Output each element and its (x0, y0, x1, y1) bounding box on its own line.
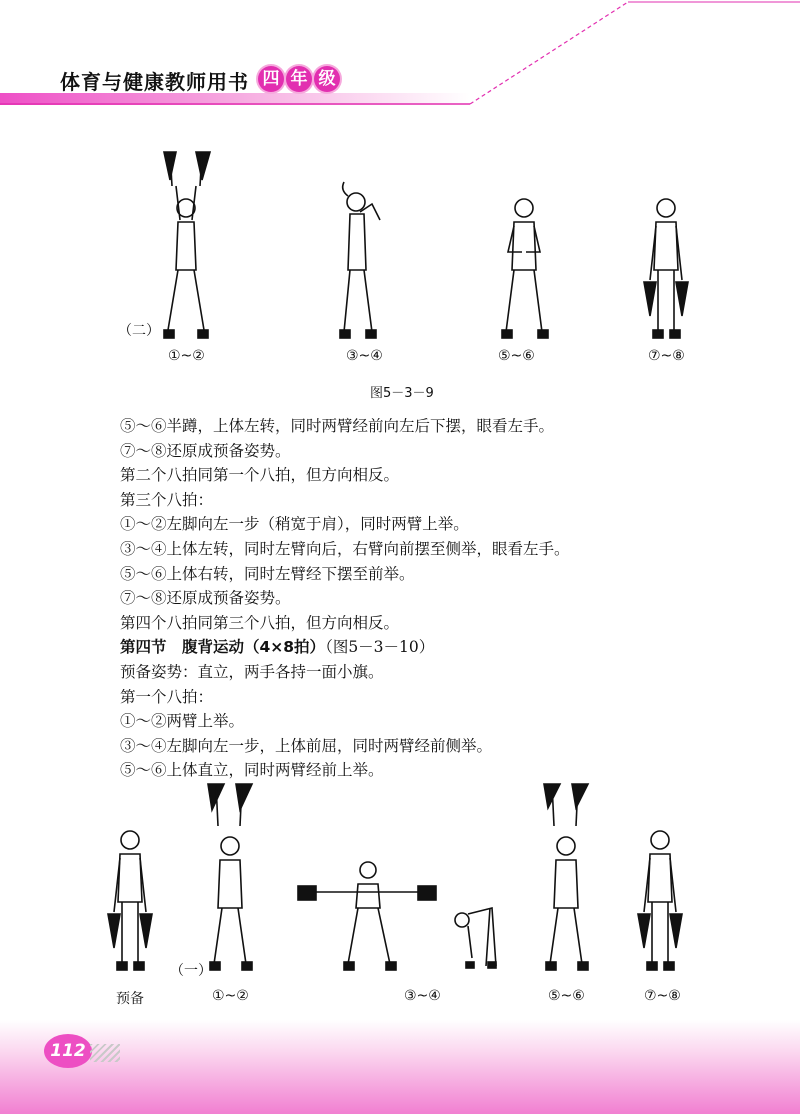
beat-label: ①~② (168, 348, 205, 364)
text-line: ①～②两臂上举。 (120, 712, 245, 731)
beat-label: ③~④ (404, 988, 441, 1004)
figure-standing-flags-down (644, 199, 688, 338)
grade-char: 级 (314, 66, 340, 92)
group-label: （二） (118, 323, 160, 339)
grade-char: 四 (258, 66, 284, 92)
figure-arms-up (544, 784, 588, 970)
figure-standing-flags-down (638, 831, 682, 970)
footer-hatch (90, 1044, 120, 1062)
figure-arms-front (502, 199, 548, 338)
header-decoration (0, 0, 800, 120)
figure-side-raise (298, 862, 436, 970)
beat-label: ⑦~⑧ (648, 348, 685, 364)
body-text (120, 414, 760, 783)
exercise-illustration (100, 780, 700, 980)
book-title: 体育与健康教师用书 (60, 70, 249, 94)
section-title: 第四节 腹背运动（4×8拍） (120, 638, 326, 657)
text-line: 预备姿势：直立，两手各持一面小旗。 (120, 662, 384, 681)
text-line: ③～④上体左转，同时左臂向后，右臂向前摆至侧举，眼看左手。 (120, 539, 570, 558)
figure-5-3-9 (110, 140, 710, 350)
grade-badge (258, 66, 340, 92)
beat-label: ①~② (212, 988, 249, 1004)
section-heading (120, 635, 760, 660)
text-line: 第一个八拍： (120, 687, 214, 706)
beat-label: ③~④ (346, 348, 383, 364)
figure-caption: 图5－3－9 (370, 386, 434, 401)
text-line: ⑤～⑥上体直立，同时两臂经前上举。 (120, 761, 384, 780)
text-line: ⑦～⑧还原成预备姿势。 (120, 441, 291, 460)
text-line: ⑦～⑧还原成预备姿势。 (120, 589, 291, 608)
text-line: 第三个八拍： (120, 490, 214, 509)
figure-prep (108, 831, 152, 970)
prep-label: 预备 (116, 991, 144, 1007)
figure-arms-up (208, 784, 252, 970)
text-line: ①～②左脚向左一步（稍宽于肩），同时两臂上举。 (120, 515, 469, 534)
group-label: （一） (170, 963, 212, 979)
figure-5-3-10 (100, 780, 700, 980)
exercise-illustration (110, 140, 710, 350)
section-ref: （图5－3－10） (325, 638, 435, 657)
beat-label: ⑤~⑥ (548, 988, 585, 1004)
page-number: 112 (44, 1034, 92, 1068)
text-line: ⑤～⑥上体右转，同时左臂经下摆至前举。 (120, 564, 415, 583)
text-line: 第二个八拍同第一个八拍，但方向相反。 (120, 466, 400, 485)
page-header (0, 0, 800, 120)
text-line: ⑤～⑥半蹲，上体左转，同时两臂经前向左后下摆，眼看左手。 (120, 417, 555, 435)
text-line: ③～④左脚向左一步，上体前屈，同时两臂经前侧举。 (120, 736, 493, 755)
text-line: 第四个八拍同第三个八拍，但方向相反。 (120, 613, 400, 632)
beat-label: ⑤~⑥ (498, 348, 535, 364)
page-footer (0, 1020, 800, 1114)
grade-char: 年 (286, 66, 312, 92)
figure-turning (340, 182, 380, 338)
beat-label: ⑦~⑧ (644, 988, 681, 1004)
figure-bending (455, 908, 496, 968)
figure-arms-up (164, 152, 210, 338)
